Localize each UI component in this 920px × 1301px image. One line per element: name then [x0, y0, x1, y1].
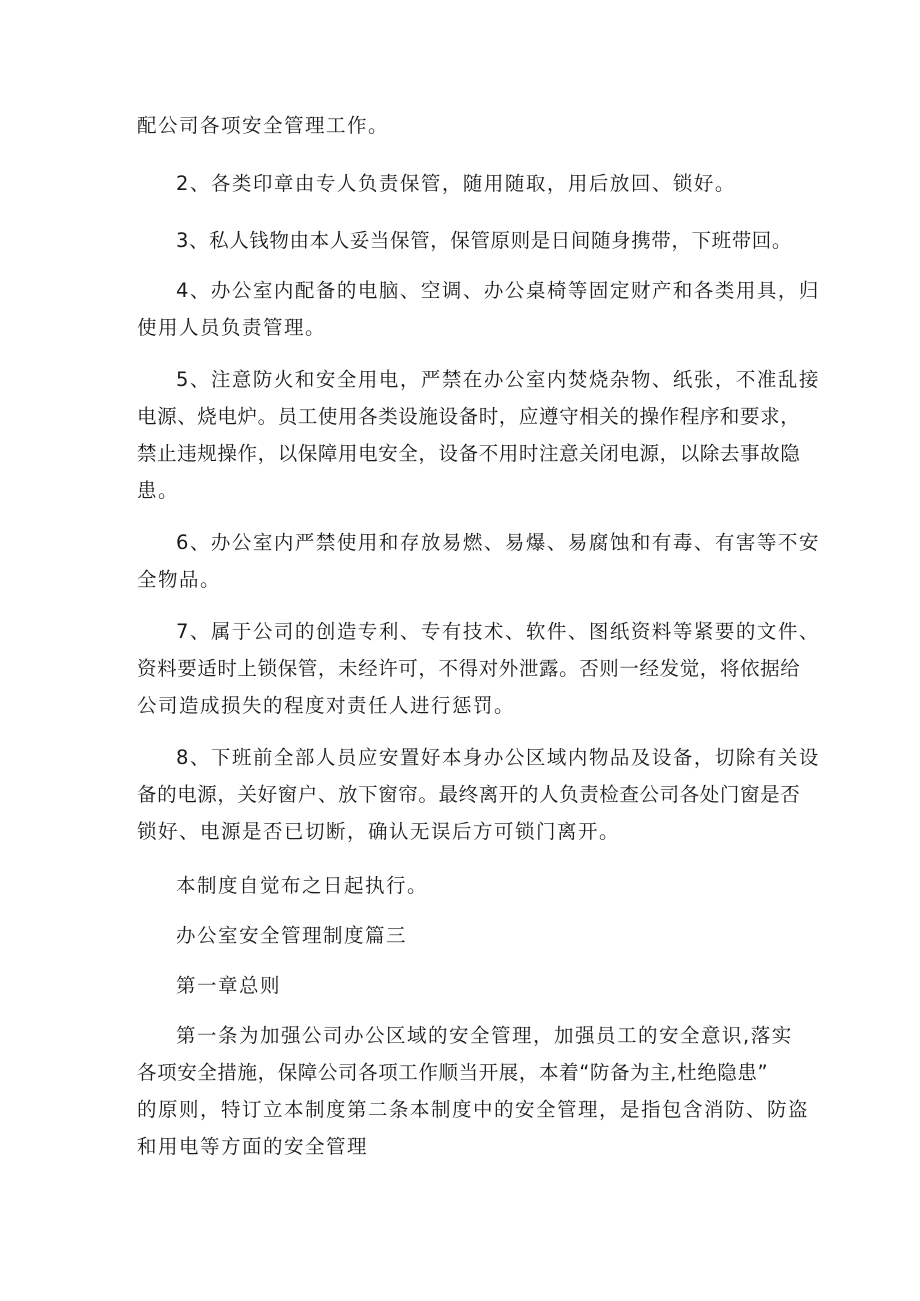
paragraph-line: 3、私人钱物由本人妥当保管，保管原则是日间随身携带，下班带回。	[176, 229, 793, 252]
paragraph-line: 的原则，特订立本制度第二条本制度中的安全管理，是指包含消防、防盗	[137, 1098, 810, 1121]
paragraph-line: 4、办公室内配备的电脑、空调、办公桌椅等固定财产和各类用具，归	[176, 279, 820, 302]
section-heading: 办公室安全管理制度篇三	[176, 924, 408, 947]
paragraph-line: 资料要适时上锁保管，未经许可，不得对外泄露。否则一经发觉，将依据给	[137, 657, 801, 680]
paragraph-line: 禁止违规操作，以保障用电安全，设备不用时注意关闭电源，以除去事故隐	[137, 442, 801, 465]
paragraph-line: 7、属于公司的创造专利、专有技术、软件、图纸资料等紧要的文件、	[176, 620, 820, 643]
paragraph-line: 6、办公室内严禁使用和存放易燃、易爆、易腐蚀和有毒、有害等不安	[176, 531, 820, 554]
paragraph-line: 第一条为加强公司办公区域的安全管理，加强员工的安全意识,落实	[176, 1024, 793, 1047]
paragraph-line: 8、下班前全部人员应安置好本身办公区域内物品及设备，切除有关设	[176, 746, 820, 769]
paragraph-line: 患。	[137, 479, 180, 502]
paragraph-line: 2、各类印章由专人负责保管，随用随取，用后放回、锁好。	[176, 172, 736, 195]
paragraph-line: 备的电源，关好窗户、放下窗帘。最终离开的人负责检查公司各处门窗是否	[137, 783, 801, 806]
paragraph-line: 本制度自觉布之日起执行。	[176, 874, 429, 897]
paragraph-line: 使用人员负责管理。	[137, 316, 327, 339]
paragraph-line: 各项安全措施，保障公司各项工作顺当开展，本着“防备为主,杜绝隐患”	[137, 1061, 769, 1084]
chapter-heading: 第一章总则	[176, 974, 282, 997]
paragraph-line: 和用电等方面的安全管理	[137, 1135, 369, 1158]
paragraph-line: 电源、烧电炉。员工使用各类设施设备时，应遵守相关的操作程序和要求，	[137, 405, 801, 428]
paragraph-line: 公司造成损失的程度对责任人进行惩罚。	[137, 694, 516, 717]
paragraph-line: 全物品。	[137, 568, 222, 591]
paragraph-line: 5、注意防火和安全用电，严禁在办公室内焚烧杂物、纸张，不准乱接	[176, 368, 820, 391]
paragraph-line: 配公司各项安全管理工作。	[137, 114, 390, 137]
paragraph-line: 锁好、电源是否已切断，确认无误后方可锁门离开。	[137, 820, 621, 843]
